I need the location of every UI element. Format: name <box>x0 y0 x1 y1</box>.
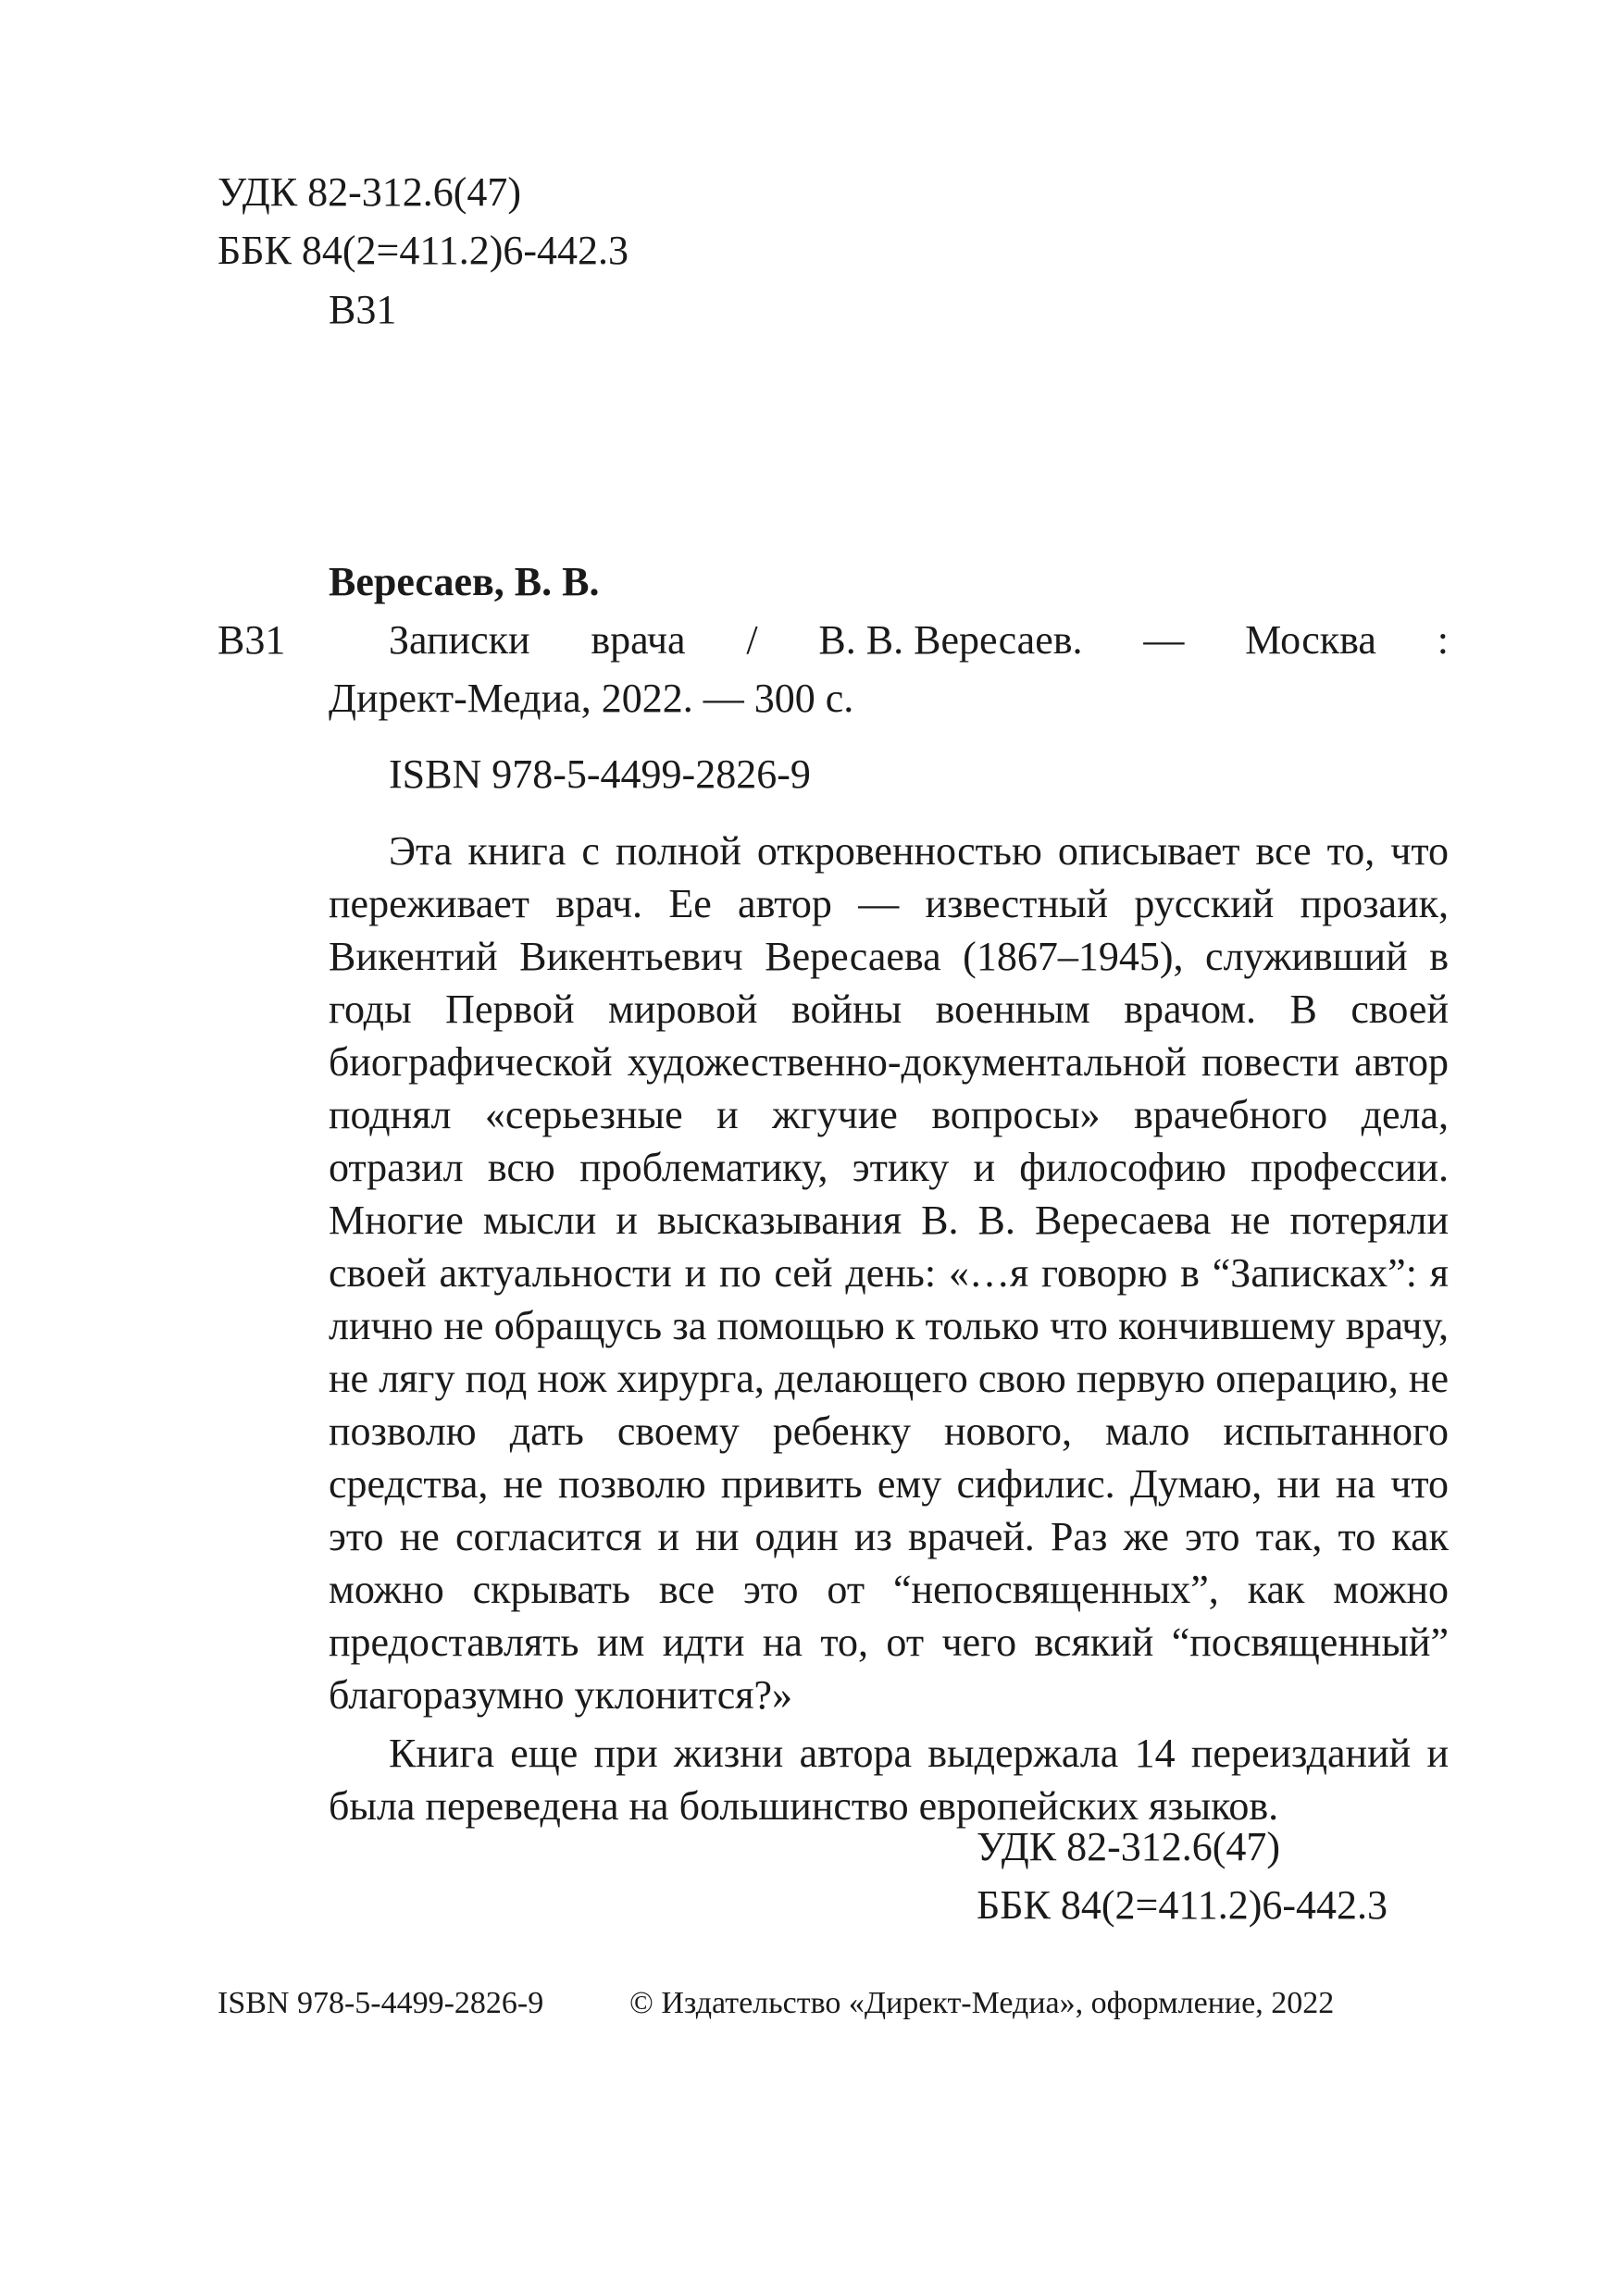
bibliographic-publisher-line: Директ-Медиа, 2022. — 300 с. <box>329 676 854 721</box>
author-code: В31 <box>218 617 286 663</box>
footer-isbn: ISBN 978-5-4499-2826-9 <box>218 1986 544 2020</box>
abstract-paragraph-1: Эта книга с полной откровенностью описывает все то, что переживает врач. Ее автор — известный русский прозаик, Викентий Викентьевич Вересаева (1867–1945), служивший в годы Первой мировой войны военным врачом. В своей биографической художественно-документальной повести автор поднял «серьезные и жгучие вопросы» врачебного дела, отразил всю проблематику, этику и философию профессии. Многие мысли и высказывания В. В. Вересаева не потеряли своей актуальности и по сей день: «…я говорю в “Записках”: я лично не обращусь за помощью к только что кончившему врачу, не лягу под нож хирурга, делающего свою первую операцию, не позволю дать своему ребенку нового, мало испытанного средства, не позволю привить ему сифилис. Думаю, ни на что это не согласится и ни один из врачей. Раз же это так, то как можно скрывать все это от “непосвященных”, как можно предоставлять им идти на то, от чего всякий “посвященный” благоразумно уклонится?» <box>329 828 1449 1718</box>
bbk-classification: ББК 84(2=411.2)6-442.3 <box>977 1882 1388 1928</box>
isbn-entry: ISBN 978-5-4499-2826-9 <box>389 751 811 797</box>
author-code-header: В31 <box>329 287 397 332</box>
title-colon: : <box>1437 617 1449 663</box>
title-author: В. В. Вересаев. <box>818 617 1083 663</box>
bibliographic-title-line <box>389 617 1449 663</box>
udk-classification: УДК 82-312.6(47) <box>977 1824 1281 1869</box>
footer-copyright: © Издательство «Директ-Медиа», оформление, 2022 <box>629 1986 1335 2020</box>
udk-header: УДК 82-312.6(47) <box>218 169 522 215</box>
bbk-header: ББК 84(2=411.2)6-442.3 <box>218 228 629 273</box>
title-dash: — <box>1143 617 1185 663</box>
author-name: Вересаев, В. В. <box>329 559 600 604</box>
title-word-1: Записки <box>389 617 530 663</box>
abstract-paragraph-2: Книга еще при жизни автора выдержала 14 переизданий и была переведена на большинство европейских языков. <box>329 1731 1449 1829</box>
title-word-2: врача <box>591 617 686 663</box>
abstract <box>329 825 1449 1832</box>
title-city: Москва <box>1245 617 1376 663</box>
title-slash: / <box>746 617 758 663</box>
